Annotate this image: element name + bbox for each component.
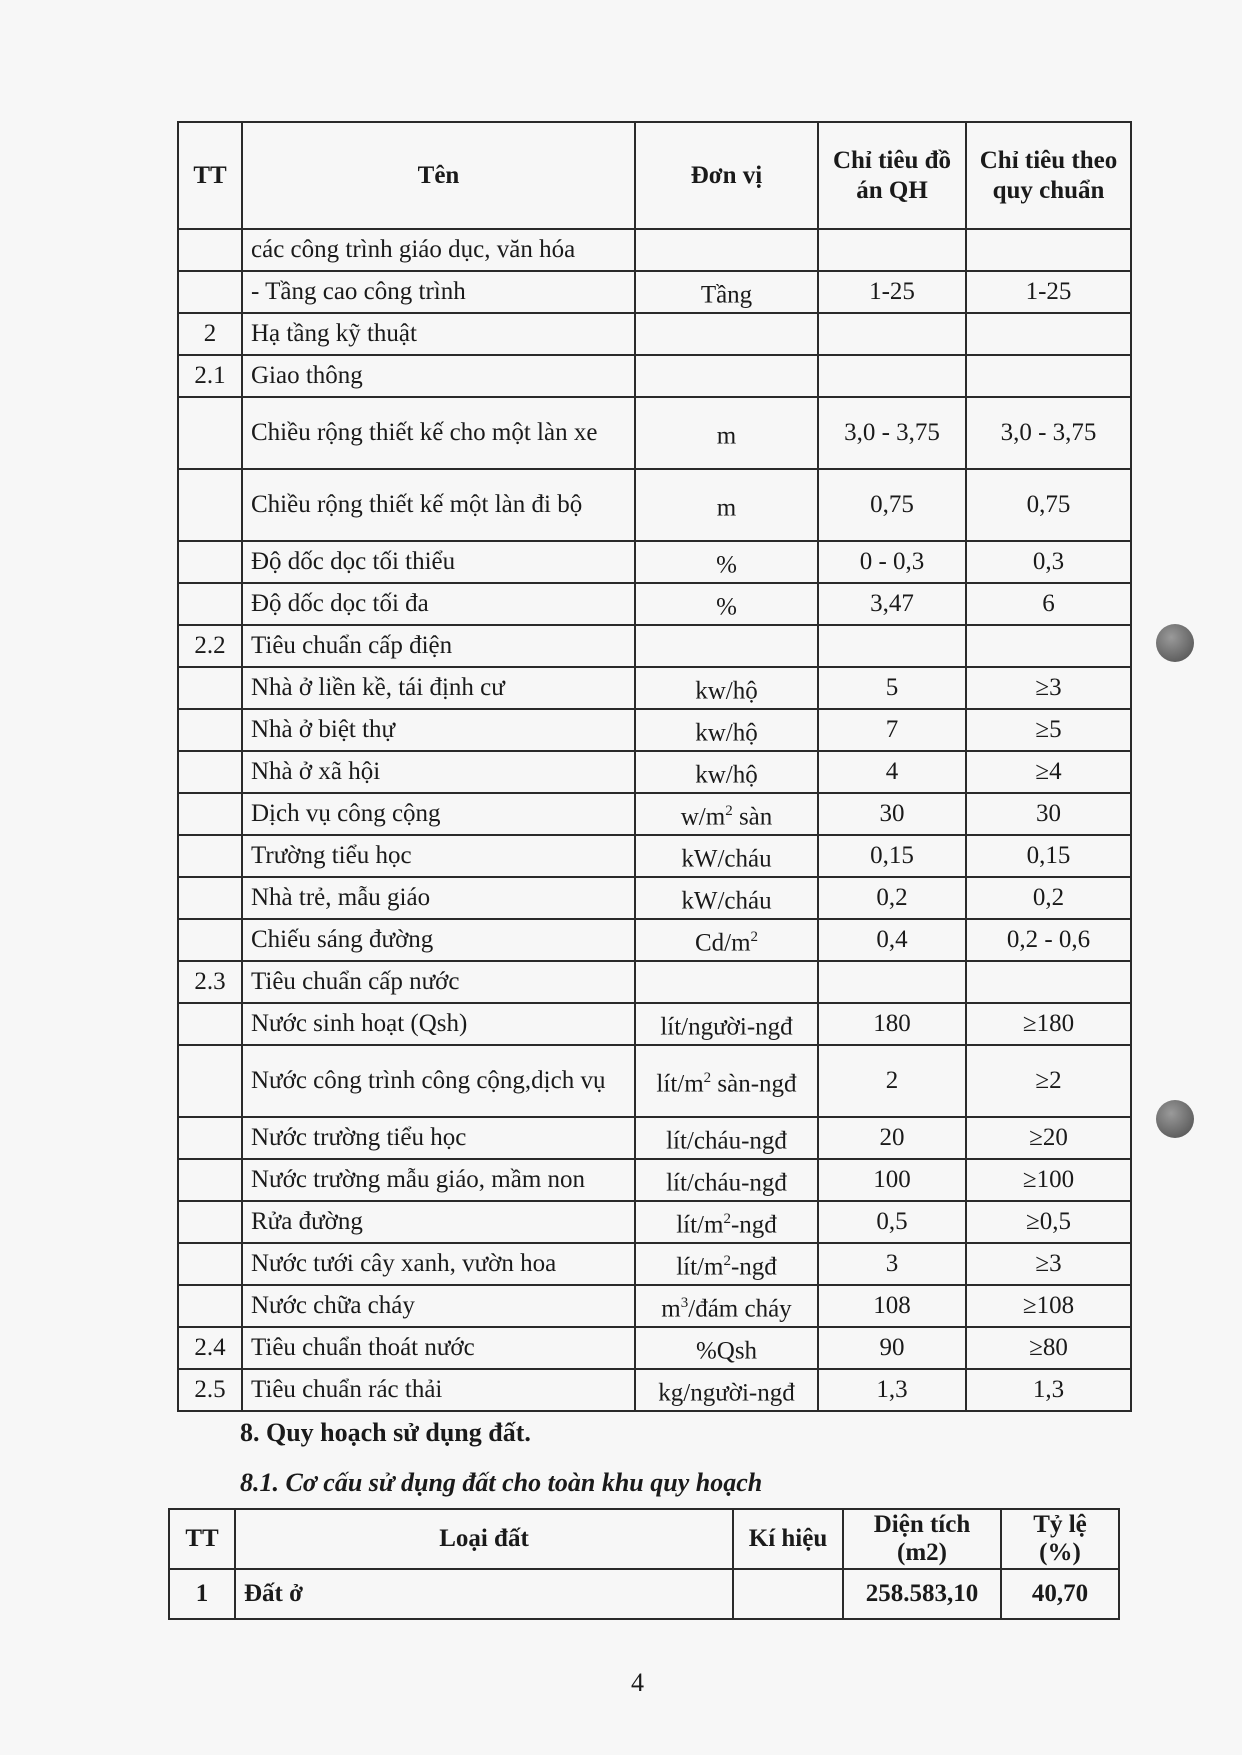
row-name: Độ dốc dọc tối thiểu xyxy=(242,541,635,583)
row-chi-tieu-quy-chuan: 0,3 xyxy=(966,541,1131,583)
table-row xyxy=(178,1201,1131,1243)
header-chi-tieu-qh: Chỉ tiêu đồ án QH xyxy=(818,122,966,229)
header-tt: TT xyxy=(178,122,242,229)
row-chi-tieu-qh: 1,3 xyxy=(818,1369,966,1411)
row-name: Rửa đường xyxy=(242,1201,635,1243)
unit-text: lít/m xyxy=(676,1253,724,1281)
row-name: Tiêu chuẩn thoát nước xyxy=(242,1327,635,1369)
row-unit xyxy=(635,1003,818,1045)
row-chi-tieu-quy-chuan: 3,0 - 3,75 xyxy=(966,397,1131,469)
row-tt xyxy=(178,1243,242,1285)
row-name: Tiêu chuẩn rác thải xyxy=(242,1369,635,1411)
row-tt xyxy=(178,877,242,919)
row-chi-tieu-quy-chuan: 0,2 xyxy=(966,877,1131,919)
unit-suffix: -ngđ xyxy=(730,1211,777,1239)
row-name: Độ dốc dọc tối đa xyxy=(242,583,635,625)
row-unit xyxy=(635,229,818,271)
binder-hole-mark xyxy=(1156,1100,1194,1138)
row-chi-tieu-quy-chuan xyxy=(966,313,1131,355)
header-ten: Tên xyxy=(242,122,635,229)
row-tt xyxy=(178,793,242,835)
row-unit xyxy=(635,961,818,1003)
unit-text: lít/cháu-ngđ xyxy=(666,1169,787,1197)
row-unit xyxy=(635,355,818,397)
land-table-row xyxy=(169,1569,1119,1619)
row-tt: 2.5 xyxy=(178,1369,242,1411)
row-name: Nước trường mẫu giáo, mầm non xyxy=(242,1159,635,1201)
table-row xyxy=(178,793,1131,835)
unit-superscript: 2 xyxy=(703,1069,712,1086)
row-chi-tieu-quy-chuan: ≥20 xyxy=(966,1117,1131,1159)
row-name: Dịch vụ công cộng xyxy=(242,793,635,835)
row-chi-tieu-quy-chuan: ≥2 xyxy=(966,1045,1131,1117)
unit-text: %Qsh xyxy=(695,1337,758,1365)
land-header-loai-dat: Loại đất xyxy=(235,1509,733,1569)
row-tt xyxy=(178,835,242,877)
unit-text: kW/cháu xyxy=(681,845,772,873)
row-name: Nước trường tiểu học xyxy=(242,1117,635,1159)
table-row xyxy=(178,1159,1131,1201)
row-unit xyxy=(635,1327,818,1369)
row-tt xyxy=(178,397,242,469)
land-row-tt: 1 xyxy=(169,1569,235,1619)
table-row xyxy=(178,1243,1131,1285)
row-chi-tieu-quy-chuan: 6 xyxy=(966,583,1131,625)
table-row xyxy=(178,751,1131,793)
row-name: Nước chữa cháy xyxy=(242,1285,635,1327)
row-unit xyxy=(635,835,818,877)
row-unit xyxy=(635,1201,818,1243)
table-row xyxy=(178,709,1131,751)
table-row xyxy=(178,835,1131,877)
row-chi-tieu-quy-chuan: ≥0,5 xyxy=(966,1201,1131,1243)
row-name: Nhà ở biệt thự xyxy=(242,709,635,751)
row-chi-tieu-qh: 20 xyxy=(818,1117,966,1159)
unit-suffix: /đám cháy xyxy=(688,1295,792,1323)
table-row xyxy=(178,625,1131,667)
row-chi-tieu-quy-chuan xyxy=(966,625,1131,667)
row-chi-tieu-qh: 90 xyxy=(818,1327,966,1369)
row-tt xyxy=(178,1045,242,1117)
unit-superscript: 3 xyxy=(680,1294,689,1311)
unit-text: lít/m xyxy=(656,1070,704,1098)
row-chi-tieu-qh xyxy=(818,355,966,397)
row-chi-tieu-quy-chuan xyxy=(966,961,1131,1003)
table-row xyxy=(178,469,1131,541)
row-chi-tieu-qh xyxy=(818,313,966,355)
row-chi-tieu-qh xyxy=(818,625,966,667)
row-chi-tieu-qh: 30 xyxy=(818,793,966,835)
table-row xyxy=(178,919,1131,961)
table-row xyxy=(178,355,1131,397)
row-tt xyxy=(178,541,242,583)
land-row-loai-dat: Đất ở xyxy=(235,1569,733,1619)
row-tt: 2.3 xyxy=(178,961,242,1003)
row-chi-tieu-quy-chuan: 1-25 xyxy=(966,271,1131,313)
row-name: Nhà trẻ, mẫu giáo xyxy=(242,877,635,919)
unit-text: kw/hộ xyxy=(695,719,758,747)
row-unit xyxy=(635,877,818,919)
row-tt: 2 xyxy=(178,313,242,355)
row-chi-tieu-quy-chuan: ≥4 xyxy=(966,751,1131,793)
row-tt xyxy=(178,667,242,709)
row-name: Chiều rộng thiết kế cho một làn xe xyxy=(242,397,635,469)
row-unit xyxy=(635,1117,818,1159)
unit-text: kw/hộ xyxy=(695,677,758,705)
row-chi-tieu-qh: 2 xyxy=(818,1045,966,1117)
row-unit xyxy=(635,793,818,835)
row-unit xyxy=(635,1243,818,1285)
unit-text: Cd/m xyxy=(694,929,751,957)
row-chi-tieu-quy-chuan: ≥108 xyxy=(966,1285,1131,1327)
unit-text: kg/người-ngđ xyxy=(658,1379,795,1407)
row-chi-tieu-quy-chuan: 0,2 - 0,6 xyxy=(966,919,1131,961)
unit-text: w/m xyxy=(680,803,726,831)
row-chi-tieu-quy-chuan xyxy=(966,355,1131,397)
land-row-dien-tich: 258.583,10 xyxy=(843,1569,1001,1619)
row-tt xyxy=(178,469,242,541)
row-chi-tieu-quy-chuan: ≥100 xyxy=(966,1159,1131,1201)
table-row xyxy=(178,1117,1131,1159)
unit-superscript: 2 xyxy=(750,928,759,945)
row-name: Nước sinh hoạt (Qsh) xyxy=(242,1003,635,1045)
row-unit xyxy=(635,271,818,313)
table-row xyxy=(178,1003,1131,1045)
unit-superscript: 2 xyxy=(723,1252,731,1269)
row-chi-tieu-qh: 7 xyxy=(818,709,966,751)
unit-text: kw/hộ xyxy=(695,761,758,789)
unit-superscript: 2 xyxy=(725,802,733,819)
row-name: Nước công trình công cộng,dịch vụ xyxy=(242,1045,635,1117)
row-chi-tieu-qh: 0,2 xyxy=(818,877,966,919)
row-chi-tieu-qh: 3,0 - 3,75 xyxy=(818,397,966,469)
row-chi-tieu-quy-chuan: ≥80 xyxy=(966,1327,1131,1369)
row-name: Chiếu sáng đường xyxy=(242,919,635,961)
row-chi-tieu-qh: 100 xyxy=(818,1159,966,1201)
unit-text: m xyxy=(661,1295,681,1323)
land-table-body xyxy=(169,1569,1119,1619)
page-number: 4 xyxy=(631,1668,644,1697)
row-tt: 2.4 xyxy=(178,1327,242,1369)
unit-text: kW/cháu xyxy=(681,887,772,915)
table-row xyxy=(178,1285,1131,1327)
header-don-vi: Đơn vị xyxy=(635,122,818,229)
section-heading-8-1: 8.1. Cơ cấu sử dụng đất cho toàn khu quy hoạch xyxy=(240,1468,763,1497)
row-unit xyxy=(635,667,818,709)
row-chi-tieu-qh: 108 xyxy=(818,1285,966,1327)
row-chi-tieu-qh: 4 xyxy=(818,751,966,793)
unit-text: lít/người-ngđ xyxy=(660,1013,793,1041)
land-header-ty-le: Tỷ lệ (%) xyxy=(1001,1509,1119,1569)
row-tt xyxy=(178,271,242,313)
row-tt xyxy=(178,1159,242,1201)
row-tt xyxy=(178,709,242,751)
land-use-table xyxy=(168,1508,1120,1620)
row-name: Tiêu chuẩn cấp điện xyxy=(242,625,635,667)
unit-text: m xyxy=(716,422,737,450)
row-tt xyxy=(178,583,242,625)
table-header-row xyxy=(178,122,1131,229)
row-name: các công trình giáo dục, văn hóa xyxy=(242,229,635,271)
row-name: - Tầng cao công trình xyxy=(242,271,635,313)
row-chi-tieu-quy-chuan: ≥180 xyxy=(966,1003,1131,1045)
table-row xyxy=(178,313,1131,355)
row-chi-tieu-qh: 180 xyxy=(818,1003,966,1045)
row-chi-tieu-qh xyxy=(818,229,966,271)
row-name: Trường tiểu học xyxy=(242,835,635,877)
row-chi-tieu-quy-chuan: 1,3 xyxy=(966,1369,1131,1411)
row-chi-tieu-quy-chuan: ≥5 xyxy=(966,709,1131,751)
unit-suffix: -ngđ xyxy=(730,1253,777,1281)
row-tt xyxy=(178,1003,242,1045)
section-heading-8: 8. Quy hoạch sử dụng đất. xyxy=(240,1418,531,1447)
row-unit xyxy=(635,751,818,793)
table-row xyxy=(178,1369,1131,1411)
row-chi-tieu-quy-chuan: ≥3 xyxy=(966,667,1131,709)
unit-text: lít/m xyxy=(676,1211,724,1239)
row-name: Chiều rộng thiết kế một làn đi bộ xyxy=(242,469,635,541)
row-unit xyxy=(635,1369,818,1411)
table-row xyxy=(178,961,1131,1003)
table-row xyxy=(178,583,1131,625)
table-row xyxy=(178,541,1131,583)
row-chi-tieu-quy-chuan: 0,75 xyxy=(966,469,1131,541)
row-name: Nước tưới cây xanh, vườn hoa xyxy=(242,1243,635,1285)
table-row xyxy=(178,1327,1131,1369)
unit-text: % xyxy=(716,593,737,621)
row-chi-tieu-qh: 0,15 xyxy=(818,835,966,877)
row-name: Hạ tầng kỹ thuật xyxy=(242,313,635,355)
unit-suffix: sàn xyxy=(732,803,773,831)
row-unit xyxy=(635,919,818,961)
unit-superscript: 2 xyxy=(723,1210,731,1227)
row-chi-tieu-quy-chuan xyxy=(966,229,1131,271)
unit-text: m xyxy=(716,494,737,522)
row-tt xyxy=(178,229,242,271)
unit-text: lít/cháu-ngđ xyxy=(666,1127,787,1155)
row-unit xyxy=(635,583,818,625)
row-chi-tieu-quy-chuan: 0,15 xyxy=(966,835,1131,877)
row-tt: 2.2 xyxy=(178,625,242,667)
row-unit xyxy=(635,625,818,667)
row-name: Tiêu chuẩn cấp nước xyxy=(242,961,635,1003)
row-tt xyxy=(178,1117,242,1159)
table-row xyxy=(178,229,1131,271)
unit-suffix: sàn-ngđ xyxy=(711,1070,797,1098)
row-chi-tieu-qh xyxy=(818,961,966,1003)
row-tt xyxy=(178,751,242,793)
table-row xyxy=(178,397,1131,469)
land-header-tt: TT xyxy=(169,1509,235,1569)
row-chi-tieu-qh: 0,4 xyxy=(818,919,966,961)
planning-indicators-table xyxy=(177,121,1132,1412)
land-row-ty-le: 40,70 xyxy=(1001,1569,1119,1619)
land-row-ki-hieu xyxy=(733,1569,843,1619)
row-tt xyxy=(178,1285,242,1327)
row-tt xyxy=(178,919,242,961)
row-chi-tieu-qh: 3,47 xyxy=(818,583,966,625)
land-header-dien-tich: Diện tích (m2) xyxy=(843,1509,1001,1569)
binder-hole-mark xyxy=(1156,624,1194,662)
row-unit xyxy=(635,469,818,541)
table-row xyxy=(178,667,1131,709)
table-body xyxy=(178,229,1131,1411)
land-header-ki-hieu: Kí hiệu xyxy=(733,1509,843,1569)
unit-text: Tầng xyxy=(700,281,753,309)
row-chi-tieu-qh: 1-25 xyxy=(818,271,966,313)
row-chi-tieu-qh: 3 xyxy=(818,1243,966,1285)
unit-text: % xyxy=(716,551,737,579)
header-chi-tieu-quy-chuan: Chỉ tiêu theo quy chuẩn xyxy=(966,122,1131,229)
row-unit xyxy=(635,313,818,355)
row-name: Nhà ở xã hội xyxy=(242,751,635,793)
table-row xyxy=(178,1045,1131,1117)
row-name: Nhà ở liền kề, tái định cư xyxy=(242,667,635,709)
land-table-header-row xyxy=(169,1509,1119,1569)
row-chi-tieu-quy-chuan: ≥3 xyxy=(966,1243,1131,1285)
row-unit xyxy=(635,1045,818,1117)
row-tt: 2.1 xyxy=(178,355,242,397)
row-chi-tieu-qh: 0 - 0,3 xyxy=(818,541,966,583)
table-row xyxy=(178,271,1131,313)
row-chi-tieu-qh: 5 xyxy=(818,667,966,709)
row-unit xyxy=(635,541,818,583)
row-chi-tieu-qh: 0,75 xyxy=(818,469,966,541)
row-chi-tieu-quy-chuan: 30 xyxy=(966,793,1131,835)
row-tt xyxy=(178,1201,242,1243)
row-unit xyxy=(635,1285,818,1327)
row-unit xyxy=(635,397,818,469)
row-unit xyxy=(635,1159,818,1201)
table-row xyxy=(178,877,1131,919)
row-name: Giao thông xyxy=(242,355,635,397)
row-unit xyxy=(635,709,818,751)
row-chi-tieu-qh: 0,5 xyxy=(818,1201,966,1243)
